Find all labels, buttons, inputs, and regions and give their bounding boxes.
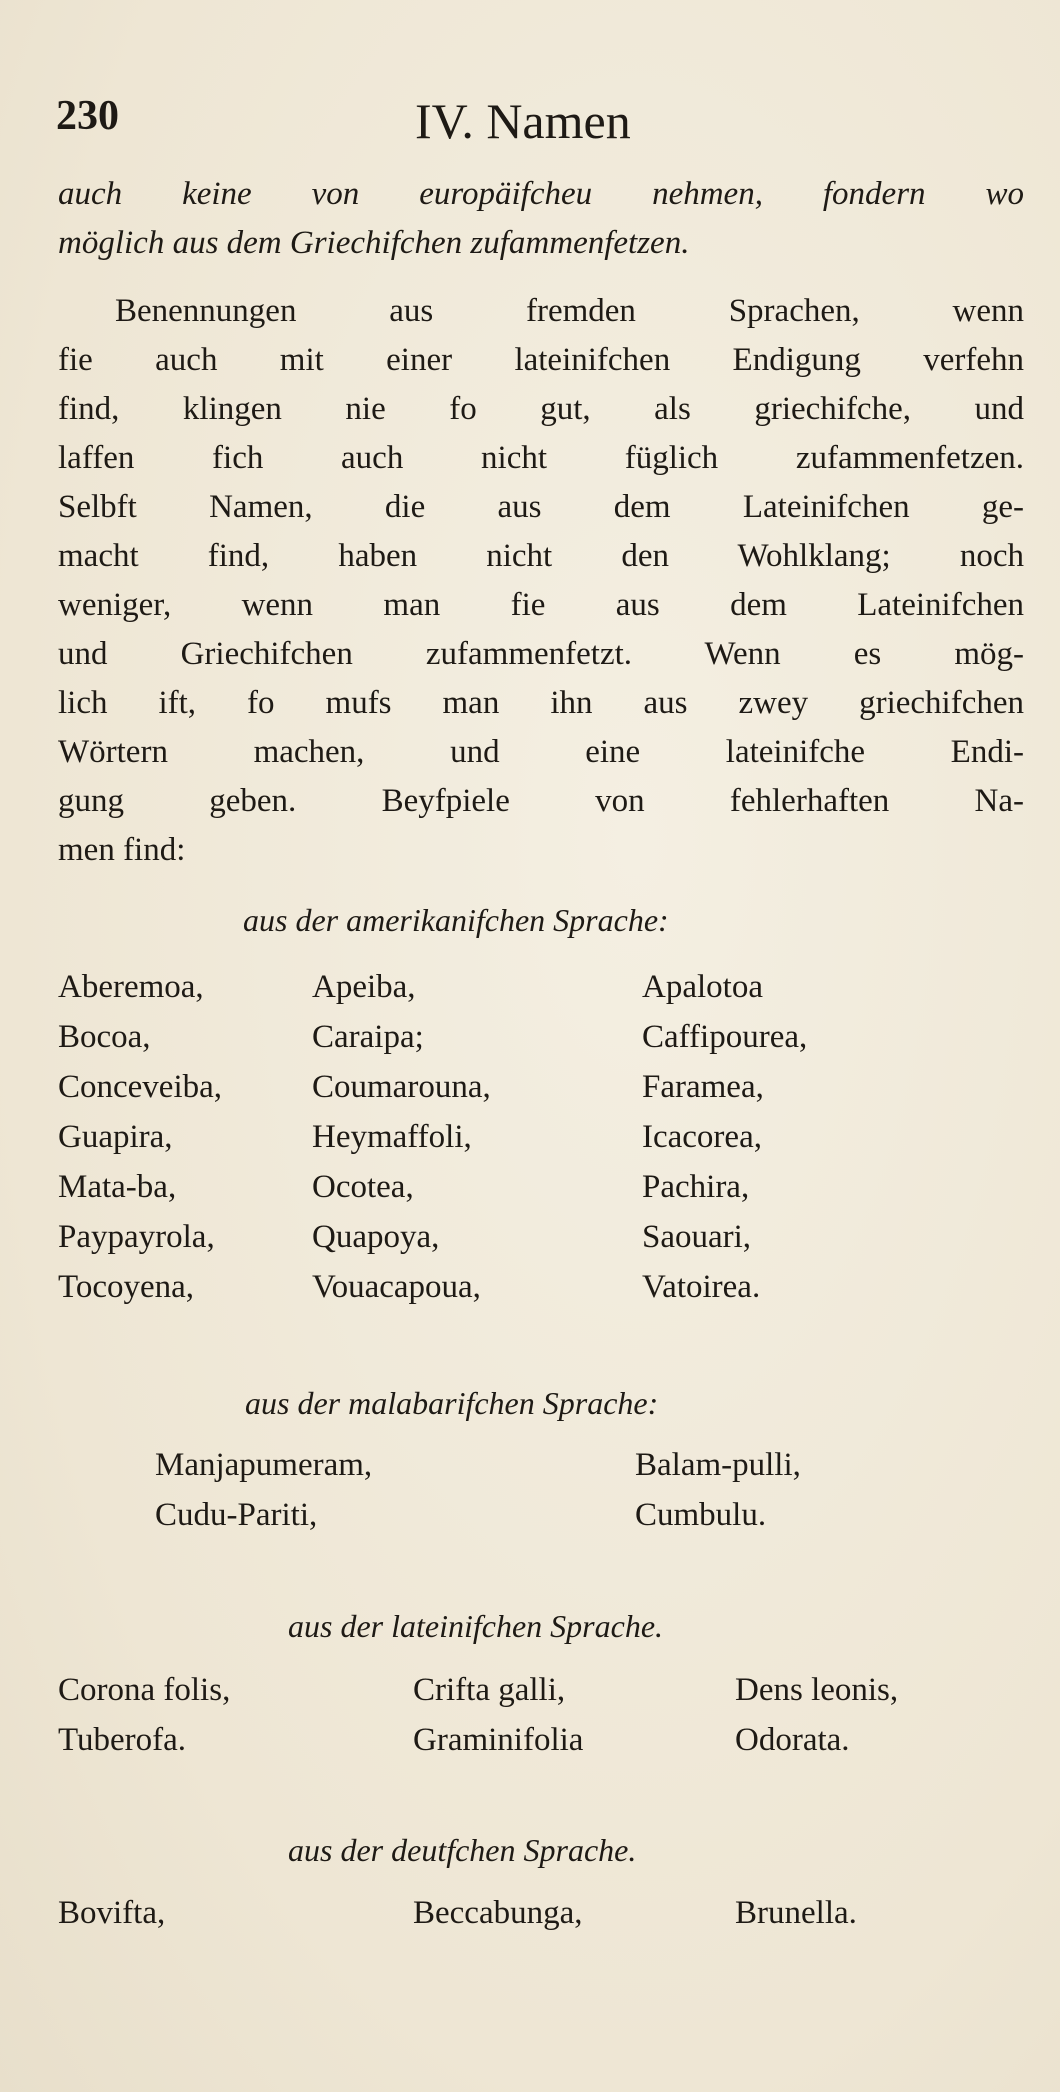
name-item: Caffipourea, — [642, 1019, 808, 1055]
paragraph-line: Selbft Namen, die aus dem Lateinifchen ge- — [58, 489, 1024, 525]
section-heading-latin: aus der lateinifchen Sprache. — [288, 1608, 664, 1644]
name-item: Mata-ba, — [58, 1169, 177, 1205]
name-item: Vouacapoua, — [312, 1269, 481, 1305]
paragraph-line: fie auch mit einer lateinifchen Endigung verfehn — [58, 342, 1024, 378]
name-item: Crifta galli, — [413, 1672, 566, 1708]
name-item: Quapoya, — [312, 1219, 440, 1255]
paragraph-line: men find: — [58, 832, 186, 868]
name-item: Paypayrola, — [58, 1219, 215, 1255]
section-heading-american: aus der amerikanifchen Sprache: — [243, 902, 669, 938]
name-item: Brunella. — [735, 1895, 857, 1931]
body-paragraph — [58, 287, 1024, 875]
paragraph-line: und Griechifchen zufammenfetzt. Wenn es mög- — [58, 636, 1024, 672]
name-item: Icacorea, — [642, 1119, 762, 1155]
paragraph-line: find, klingen nie fo gut, als griechifche, und — [58, 391, 1024, 427]
name-item: Apeiba, — [312, 969, 416, 1005]
paragraph-line: gung geben. Beyfpiele von fehlerhaften Na- — [58, 783, 1024, 819]
intro-line: möglich aus dem Griechifchen zufammenfetzen. — [58, 225, 690, 261]
name-item: Conceveiba, — [58, 1069, 223, 1105]
name-list-malabar — [155, 1440, 1060, 1540]
name-list-latin — [58, 1665, 1024, 1765]
name-item: Tuberofa. — [58, 1722, 187, 1758]
section-heading-german: aus der deutfchen Sprache. — [288, 1832, 637, 1868]
name-item: Bovifta, — [58, 1895, 166, 1931]
name-item: Balam-pulli, — [635, 1447, 801, 1483]
name-item: Ocotea, — [312, 1169, 414, 1205]
name-item: Caraipa; — [312, 1019, 424, 1055]
paragraph-line: lich ift, fo mufs man ihn aus zwey griechifchen — [58, 685, 1024, 721]
name-item: Pachira, — [642, 1169, 750, 1205]
page-number: 230 — [56, 93, 119, 139]
paragraph-line: weniger, wenn man fie aus dem Lateinifchen — [58, 587, 1024, 623]
running-title: IV. Namen — [415, 93, 631, 149]
paragraph-line: laffen fich auch nicht füglich zufammenfetzen. — [58, 440, 1024, 476]
name-item: Dens leonis, — [735, 1672, 899, 1708]
page-header — [50, 92, 1010, 152]
paragraph-line: Wörtern machen, und eine lateinifche Endi- — [58, 734, 1024, 770]
name-item: Heymaffoli, — [312, 1119, 472, 1155]
name-item: Saouari, — [642, 1219, 752, 1255]
name-list-american — [58, 962, 1024, 1312]
intro-text — [58, 170, 1024, 268]
name-item: Bocoa, — [58, 1019, 151, 1055]
name-item: Corona folis, — [58, 1672, 231, 1708]
name-item: Manjapumeram, — [155, 1447, 373, 1483]
name-item: Guapira, — [58, 1119, 173, 1155]
name-item: Tocoyena, — [58, 1269, 195, 1305]
intro-line: auch keine von europäifcheu nehmen, fondern wo — [58, 176, 1024, 212]
name-list-german — [58, 1888, 1024, 1938]
name-item: Apalotoa — [642, 969, 763, 1005]
name-item: Odorata. — [735, 1722, 850, 1758]
name-item: Beccabunga, — [413, 1895, 583, 1931]
paragraph-line: macht find, haben nicht den Wohlklang; noch — [58, 538, 1024, 574]
name-item: Vatoirea. — [642, 1269, 761, 1305]
name-item: Graminifolia — [413, 1722, 584, 1758]
section-heading-malabar: aus der malabarifchen Sprache: — [245, 1385, 659, 1421]
name-item: Cudu-Pariti, — [155, 1497, 318, 1533]
name-item: Cumbulu. — [635, 1497, 767, 1533]
paragraph-line: Benennungen aus fremden Sprachen, wenn — [115, 293, 1024, 329]
name-item: Aberemoa, — [58, 969, 204, 1005]
name-item: Coumarouna, — [312, 1069, 491, 1105]
name-item: Faramea, — [642, 1069, 764, 1105]
